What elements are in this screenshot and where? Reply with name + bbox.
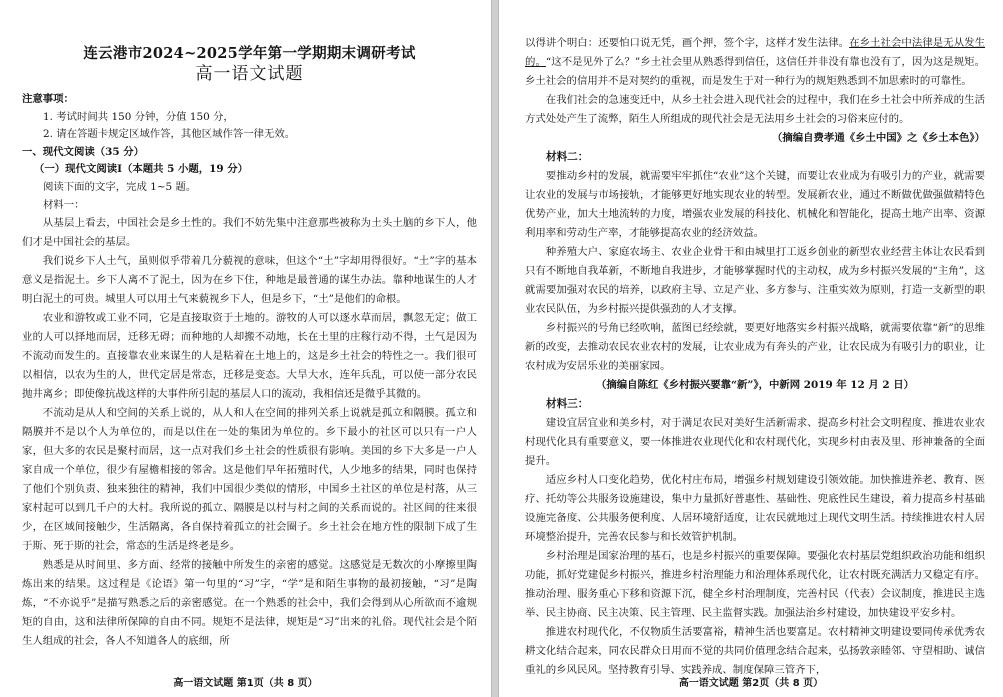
paragraph: 适应乡村人口变化趋势，优化村庄布局，增强乡村规划建设引领效能。加快推进养老、教育、医疗、托幼等公共服务设施建设，集中力量抓好普惠性、基础性、兜底性民生建设，着力提高乡村基础设施完备度、公共服务便利度、人居环境舒适度，让农民就地过上现代文明生活。持续推进农村人居环境整治提升，完善农民参与和长效管护机制。 bbox=[525, 474, 985, 543]
paragraph: 从基层上看去，中国社会是乡土性的。我们不妨先集中注意那些被称为土头土脑的乡下人，他们才是中国社会的基层。 bbox=[22, 217, 477, 249]
continued-paragraph bbox=[525, 34, 985, 91]
page-gutter bbox=[491, 0, 499, 697]
underlined-sentence: 在乡土社会中法律是无从发生的。 bbox=[525, 37, 986, 68]
exam-subtitle: 高一语文试题 bbox=[195, 64, 304, 84]
exam-page-1 bbox=[0, 0, 491, 697]
notice-item: 1. 考试时间共 150 分钟，分值 150 分， bbox=[43, 110, 234, 123]
continued-text: “这不是见外了么？”乡土社会里从熟悉得到信任，这信任并非没有靠也没有了，因为这是规矩。乡土社会的信用并不是对契约的重视，而是发生于对一种行为的规矩熟悉到不加思索时的可靠性。 bbox=[525, 56, 986, 87]
material-3-label: 材料三： bbox=[546, 398, 589, 410]
subsection-heading: （一）现代文阅读Ⅰ（本题共 5 小题，19 分） bbox=[34, 163, 249, 176]
exam-title: 连云港市2024~2025学年第一学期期末调研考试 bbox=[83, 45, 416, 62]
paragraph: 熟悉是从时间里、多方面、经常的接触中所发生的亲密的感觉。这感觉是无数次的小摩擦里陶炼出来的结果。这过程是《论语》第一句里的“习”字，“学”是和陌生事物的最初接触，“习”是陶炼，“不亦说乎”是描写熟悉之后的亲密感觉。在一个熟悉的社会中，我们会得到从心所欲而不逾规矩的自由，这和法律所保障的自由不同。规矩不是法律，规矩是“习”出来的礼俗。现代社会是个陌生人组成的社会，各人不知道各人的底细，所 bbox=[22, 559, 477, 648]
section-heading: 一、现代文阅读（35 分） bbox=[22, 145, 144, 158]
paragraph: 推进农村现代化，不仅物质生活要富裕，精神生活也要富足。农村精神文明建设要同传承优秀农耕文化结合起来，同农民群众日用而不觉的共同价值理念结合起来，弘扬敦亲睦邻、守望相助、诚信重礼的乡风民风。坚持教育引导、实践养成、制度保障三管齐下， bbox=[525, 626, 985, 676]
paragraph: 种养殖大户、家庭农场主、农业企业骨干和由城里打工返乡创业的新型农业经营主体让农民看到只有不断地自我革新，不断地自我进步，才能够掌握时代的主动权，成为乡村振兴发展的“主角”，这就需要加强对农民的培养，以政府主导、立足产业、多方参与、注重实效为原则，打造一支新型的职业农民队伍，为乡村振兴提供强劲的人才支撑。 bbox=[525, 246, 985, 315]
instruction-text: 阅读下面的文字，完成 1~5 题。 bbox=[43, 180, 197, 193]
paragraph: 不流动是从人和空间的关系上说的，从人和人在空间的排列关系上说就是孤立和隔膜。孤立和隔膜并不是以个人为单位的，而是以住在一处的集团为单位的。乡下最小的社区可以只有一户人家，但大多的农民是聚村而居，这一点对我们乡土社会的性质很有影响。美国的乡下大多是一户人家自成一个单位，很少有屋檐相接的邻舍。这是他们早年拓殖时代，人少地多的结果，同时也保持了他们个别负责、独来独往的精神，我们中国很少类似的情形，中国乡土社区的单位是村落，从三家村起可以到几千户的大村。我所说的孤立、隔膜是以村与村之间的关系而说的。社区间的往来很少，在区域间接触少，生活隔离，各自保持着孤立的社会圈子。乡土社会在地方性的限制下成了生于斯、死于斯的社会，常态的生活是终老是乡。 bbox=[22, 407, 477, 553]
notice-heading: 注意事项： bbox=[22, 93, 74, 105]
paragraph: 乡村治理是国家治理的基石，也是乡村振兴的重要保障。要强化农村基层党组织政治功能和组织功能，抓好党建促乡村振兴，推进乡村治理能力和治理体系现代化，让农村既充满活力又稳定有序。推动治理、服务重心下移和资源下沉，健全乡村治理制度，完善村民（代表）会议制度，推进民主选举、民主协商、民主决策、民主管理、民主监督实践。加强法治乡村建设，加快建设平安乡村。 bbox=[525, 550, 985, 619]
continued-text: 以得讲个明白：还要怕口说无凭，画个押，签个字，这样才发生法律。 bbox=[525, 37, 850, 49]
page-footer: 高一语文试题 第1页（共 8 页） bbox=[173, 678, 318, 689]
paragraph: 乡村振兴的号角已经吹响，蓝图已经绘就，要更好地落实乡村振兴战略，就需要依靠“新”的思维新的改变，去推动农民农业农村的发展，让农业成为有奔头的产业，让农民成为有吸引力的职业，让农村成为安居乐业的美丽家园。 bbox=[525, 322, 985, 372]
paragraph: 农业和游牧或工业不同，它是直接取资于土地的。游牧的人可以逐水草而居，飘忽无定；做工业的人可以择地而居，迁移无碍；而种地的人却搬不动地，长在土里的庄稼行动不得，土气是因为不流动而发生的。直接靠农业来谋生的人是粘着在土地上的，这是乡土社会的特性之一。我们很可以相信，以农为生的人，世代定居是常态，迁移是变态。大旱大水，连年兵乱，可以使一部分农民抛井离乡；即使像抗战这样的大事件所引起的基层人口的流动，我相信还是微乎其微的。 bbox=[22, 312, 477, 401]
notice-item: 2. 请在答题卡规定区域作答，其他区域作答一律无效。 bbox=[43, 128, 296, 141]
material-2-label: 材料二： bbox=[546, 151, 589, 163]
source-citation: （摘编自陈红《乡村振兴要靠“新”》，中新网 2019 年 12 月 2 日） bbox=[595, 379, 915, 391]
paragraph: 在我们社会的急速变迁中，从乡土社会进入现代社会的过程中，我们在乡土社会中所养成的生活方式处处产生了流弊，陌生人所组成的现代社会是无法用乡土社会的习俗来应付的。 bbox=[525, 94, 985, 125]
paragraph: 要推动乡村的发展，就需要牢牢抓住“农业”这个关键，而要让农业成为有吸引力的产业，就需要让农业的发展与市场接轨，才能够更好地实现农业的转型。发展新农业，通过不断做优做强做精特色优势产业，加大土地流转的力度，增强农业发展的科技化、机械化和智能化，提高土地产出率、资源利用率和劳动生产率，才能够提高农业的经济效益。 bbox=[525, 170, 985, 239]
source-citation: （摘编自费孝通《乡土中国》之《乡土本色》） bbox=[771, 132, 985, 144]
page-footer: 高一语文试题 第2页（共 8 页） bbox=[678, 678, 824, 689]
paragraph: 建设宜居宜业和美乡村，对于满足农民对美好生活新需求、提高乡村社会文明程度、推进农业农村现代化具有重要意义，要一体推进农业现代化和农村现代化，实现乡村由表及里、形神兼备的全面提升。 bbox=[525, 417, 985, 467]
paragraph: 我们说乡下人土气，虽则似乎带着几分藐视的意味，但这个“土”字却用得很好。“土”字的基本意义是指泥土。乡下人离不了泥土，因为在乡下住，种地是最普通的谋生办法。靠种地谋生的人才明白泥土的可贵。城里人可以用土气来藐视乡下人，但是乡下，“土”是他们的命根。 bbox=[22, 255, 477, 306]
material-1-label: 材料一： bbox=[43, 198, 85, 211]
exam-page-2 bbox=[499, 0, 1003, 697]
